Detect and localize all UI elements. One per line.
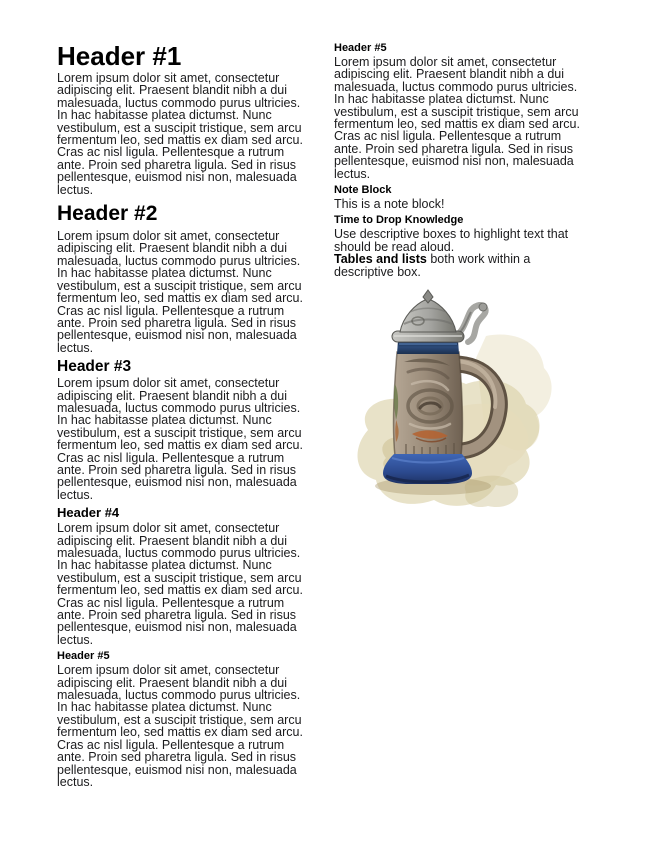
stein-lid-rim: [392, 331, 464, 342]
header-2-heading: Header #2: [57, 202, 158, 226]
stein-lid: [400, 290, 456, 332]
beer-stein-svg: [336, 288, 572, 540]
tables-lists-text: [334, 253, 590, 278]
header-4-heading: Header #4: [57, 505, 120, 521]
body-paragraph: Lorem ipsum dolor sit amet, consectetur adipiscing elit. Praesent blandit nibh a dui malesuada, luctus commodo purus ultricies. In hac habitasse platea dictumst. Nunc vestibulum, est a suscipit tristique, sem arcu fermentum leo, sed mattis ex diam sed arcu. Cras ac nisl ligula. Pellentesque a rutrum ante. Proin sed pharetra ligula. Sed in risus pellentesque, euismod nisi non, malesuada lectus.: [57, 229, 303, 355]
knowledge-block-label: Time to Drop Knowledge: [334, 214, 464, 227]
right-column: [334, 42, 590, 278]
header-1-heading: Header #1: [57, 41, 182, 71]
header-3-heading: Header #3: [57, 358, 132, 376]
header-5-heading: Header #5: [334, 42, 387, 54]
left-column: [57, 42, 313, 788]
tables-lists-bold: Tables and lists: [334, 252, 427, 267]
header-5-heading: Header #5: [57, 650, 110, 663]
note-block-label: Note Block: [334, 184, 392, 197]
body-paragraph: Lorem ipsum dolor sit amet, consectetur adipiscing elit. Praesent blandit nibh a dui malesuada, luctus commodo purus ultricies. In hac habitasse platea dictumst. Nunc vestibulum, est a suscipit tristique, sem arcu fermentum leo, sed mattis ex diam sed arcu. Cras ac nisl ligula. Pellentesque a rutrum ante. Proin sed pharetra ligula. Sed in risus pellentesque, euismod nisi non, malesuada lectus.: [57, 376, 303, 502]
note-block-text: This is a note block!: [334, 197, 445, 212]
beer-stein-illustration: [336, 288, 572, 540]
knowledge-block-text: Use descriptive boxes to highlight text that should be read aloud.: [334, 227, 569, 254]
stein-base: [383, 454, 472, 484]
body-paragraph: Lorem ipsum dolor sit amet, consectetur adipiscing elit. Praesent blandit nibh a dui malesuada, luctus commodo purus ultricies. In hac habitasse platea dictumst. Nunc vestibulum, est a suscipit tristique, sem arcu fermentum leo, sed mattis ex diam sed arcu. Cras ac nisl ligula. Pellentesque a rutrum ante. Proin sed pharetra ligula. Sed in risus pellentesque, euismod nisi non, malesuada lectus.: [57, 521, 303, 647]
body-paragraph: Lorem ipsum dolor sit amet, consectetur adipiscing elit. Praesent blandit nibh a dui malesuada, luctus commodo purus ultricies. In hac habitasse platea dictumst. Nunc vestibulum, est a suscipit tristique, sem arcu fermentum leo, sed mattis ex diam sed arcu. Cras ac nisl ligula. Pellentesque a rutrum ante. Proin sed pharetra ligula. Sed in risus pellentesque, euismod nisi non, malesuada lectus.: [334, 55, 580, 181]
tables-lists-rest: both work within a descriptive box.: [334, 252, 531, 279]
body-paragraph: Lorem ipsum dolor sit amet, consectetur adipiscing elit. Praesent blandit nibh a dui malesuada, luctus commodo purus ultricies. In hac habitasse platea dictumst. Nunc vestibulum, est a suscipit tristique, sem arcu fermentum leo, sed mattis ex diam sed arcu. Cras ac nisl ligula. Pellentesque a rutrum ante. Proin sed pharetra ligula. Sed in risus pellentesque, euismod nisi non, malesuada lectus.: [57, 71, 303, 197]
body-paragraph: Lorem ipsum dolor sit amet, consectetur adipiscing elit. Praesent blandit nibh a dui malesuada, luctus commodo purus ultricies. In hac habitasse platea dictumst. Nunc vestibulum, est a suscipit tristique, sem arcu fermentum leo, sed mattis ex diam sed arcu. Cras ac nisl ligula. Pellentesque a rutrum ante. Proin sed pharetra ligula. Sed in risus pellentesque, euismod nisi non, malesuada lectus.: [57, 663, 303, 789]
stein-body: [394, 352, 463, 456]
